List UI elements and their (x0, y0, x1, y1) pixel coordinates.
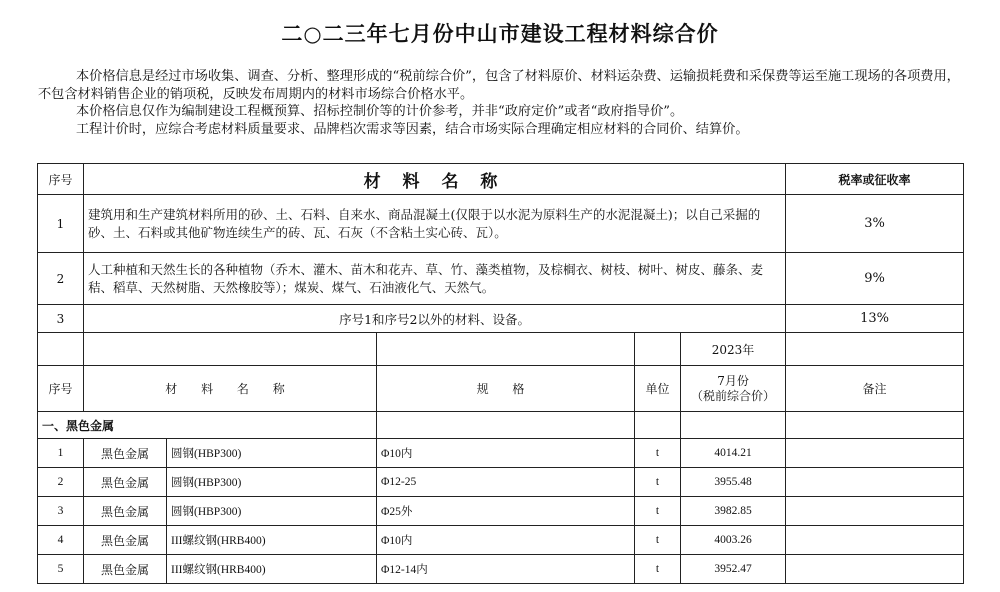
row-price: 4014.21 (681, 439, 786, 468)
row-type: 黑色金属 (84, 526, 167, 555)
intro-paragraph-2: 本价格信息仅作为编制建设工程概预算、招标控制价等的计价参考，并非“政府定价”或者“政府指导价”。 (76, 104, 684, 119)
price-header-price: 7月份 （税前综合价） (681, 366, 786, 412)
table-row (38, 468, 964, 497)
row-name: 圆钢(HBP300) (167, 439, 377, 468)
row-name: 圆钢(HBP300) (167, 468, 377, 497)
price-header-unit: 单位 (635, 366, 681, 412)
category-row (38, 412, 964, 439)
row-seq: 2 (38, 468, 84, 497)
table-row (38, 526, 964, 555)
tax-row (38, 305, 964, 333)
tax-row (38, 253, 964, 305)
row-spec: Φ25外 (377, 497, 635, 526)
row-unit: t (635, 468, 681, 497)
row-type: 黑色金属 (84, 439, 167, 468)
category-label: 一、黑色金属 (38, 412, 377, 439)
price-table (37, 163, 964, 584)
tax-row-seq: 1 (38, 195, 84, 253)
intro-text (38, 68, 968, 138)
tax-row-name: 人工种植和天然生长的各种植物（乔木、灌木、苗木和花卉、草、竹、藻类植物，及棕榈衣、树枝、树叶、树皮、藤条、麦秸、稻草、天然树脂、天然橡胶等）；煤炭、煤气、石油液化气、天然气。 (84, 253, 786, 305)
row-spec: Φ10内 (377, 439, 635, 468)
row-unit: t (635, 497, 681, 526)
row-type: 黑色金属 (84, 497, 167, 526)
tax-header-name: 材 料 名 称 (84, 164, 786, 195)
row-price: 3952.47 (681, 555, 786, 584)
tax-row-rate: 3% (786, 195, 964, 253)
tax-row-seq: 2 (38, 253, 84, 305)
row-unit: t (635, 439, 681, 468)
intro-paragraph-3: 工程计价时，应综合考虑材料质量要求、品牌档次需求等因素，结合市场实际合理确定相应材料的合同价、结算价。 (76, 121, 749, 137)
table-row (38, 555, 964, 584)
price-header-seq: 序号 (38, 366, 84, 412)
row-seq: 1 (38, 439, 84, 468)
row-seq: 4 (38, 526, 84, 555)
tax-row-name: 建筑用和生产建筑材料所用的砂、土、石料、自来水、商品混凝土(仅限于以水泥为原料生产的水泥混凝土)；以自己采掘的砂、土、石料或其他矿物连续生产的砖、瓦、石灰（不含粘土实心砖、瓦）。 (84, 195, 786, 253)
row-name: 圆钢(HBP300) (167, 497, 377, 526)
table-row (38, 497, 964, 526)
row-seq: 5 (38, 555, 84, 584)
row-unit: t (635, 526, 681, 555)
row-spec: Φ10内 (377, 526, 635, 555)
row-price: 3955.48 (681, 468, 786, 497)
row-price: 4003.26 (681, 526, 786, 555)
row-seq: 3 (38, 497, 84, 526)
price-header-note: 备注 (786, 366, 964, 412)
row-spec: Φ12-25 (377, 468, 635, 497)
tax-row-rate: 13% (786, 305, 964, 333)
tax-header-seq: 序号 (38, 164, 84, 195)
row-spec: Φ12-14内 (377, 555, 635, 584)
tax-header-rate: 税率或征收率 (786, 164, 964, 195)
intro-paragraph-1: 本价格信息是经过市场收集、调查、分析、整理形成的“税前综合价”，包含了材料原价、材料运杂费、运输损耗费和采保费等运至施工现场的各项费用，不包含材料销售企业的销项税，反映发布周期内的材料市场综合价格水平。 (38, 69, 960, 102)
tax-row-seq: 3 (38, 305, 84, 333)
table-row (38, 439, 964, 468)
price-header-name: 材 料 名 称 (84, 366, 377, 412)
row-unit: t (635, 555, 681, 584)
row-type: 黑色金属 (84, 468, 167, 497)
price-header-spec: 规 格 (377, 366, 635, 412)
tax-row-rate: 9% (786, 253, 964, 305)
row-name: III螺纹钢(HRB400) (167, 555, 377, 584)
page-title: 二○二三年七月份中山市建设工程材料综合价 (281, 22, 719, 46)
tax-row (38, 195, 964, 253)
price-header-row (38, 366, 964, 412)
row-price: 3982.85 (681, 497, 786, 526)
row-type: 黑色金属 (84, 555, 167, 584)
year-row (38, 333, 964, 366)
year-label: 2023年 (681, 333, 786, 366)
tax-header-row (38, 164, 964, 195)
row-name: III螺纹钢(HRB400) (167, 526, 377, 555)
tax-row-name: 序号1和序号2以外的材料、设备。 (84, 305, 786, 333)
